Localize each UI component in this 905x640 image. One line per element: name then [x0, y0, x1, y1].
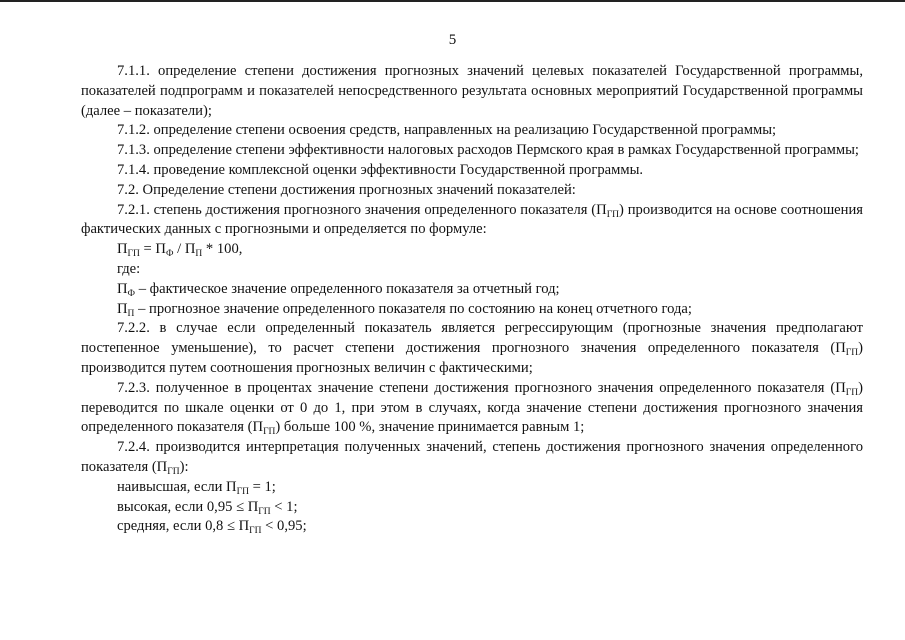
formula-part: = П: [139, 241, 166, 258]
text-fragment: высокая, если 0,95 ≤ П: [117, 498, 259, 515]
text-fragment: 7.2.1. степень достижения прогнозного значения определенного показателя (П: [117, 201, 607, 218]
definition-forecast: [81, 300, 863, 320]
subscript-f: Ф: [127, 288, 136, 299]
text-fragment: < 1;: [270, 498, 298, 515]
subscript-gp: ГП: [258, 506, 271, 517]
definition-fact: [81, 280, 863, 300]
subscript-f: Ф: [165, 249, 174, 260]
formula-part: * 100,: [202, 241, 243, 258]
text-fragment: наивысшая, если П: [117, 478, 237, 495]
scan-top-edge: [0, 0, 905, 2]
paragraph-7-2-4: [81, 438, 863, 478]
text-fragment: ) переводится по шкале оценки от 0 до 1, при этом в случаях, когда значение степени достижения прогнозного значения определенного показателя (П: [81, 379, 863, 436]
text-fragment: ) больше 100 %, значение принимается равным 1;: [275, 419, 585, 436]
subscript-gp: ГП: [845, 387, 859, 398]
formula-part: / П: [173, 241, 196, 258]
text-fragment: 7.2.2. в случае если определенный показатель является регрессирующим (прогнозные значения предполагают постепенное уменьшение), то расчет степени достижения прогнозного значения определенного показателя (П: [81, 320, 863, 357]
subscript-p: П: [127, 308, 135, 319]
text-fragment: средняя, если 0,8 ≤ П: [117, 518, 250, 535]
text-fragment: – прогнозное значение определенного показателя по состоянию на конец отчетного года;: [134, 300, 692, 317]
formula: [81, 240, 863, 260]
subscript-gp: ГП: [127, 249, 140, 260]
text-fragment: П: [117, 280, 128, 297]
subscript-p: П: [195, 249, 203, 260]
text-fragment: = 1;: [248, 478, 276, 495]
subscript-gp: ГП: [845, 348, 859, 359]
paragraph-7-2-1: [81, 201, 863, 241]
grade-medium: [81, 517, 863, 537]
page-number: 5: [448, 32, 457, 48]
text-fragment: ) производится на основе соотношения фактических данных с прогнозными и определяется по формуле:: [81, 201, 863, 238]
text-fragment: ):: [179, 458, 189, 475]
grade-highest: [81, 478, 863, 498]
text-fragment: – фактическое значение определенного показателя за отчетный год;: [135, 280, 560, 297]
paragraph-7-1-4: 7.1.4. проведение комплексной оценки эффективности Государственной программы.: [117, 161, 644, 178]
where-label: где:: [117, 260, 141, 277]
text-fragment: < 0,95;: [261, 518, 307, 535]
grade-high: [81, 498, 863, 518]
text-fragment: ) производится путем соотношения прогнозных величин с фактическими;: [81, 340, 863, 376]
paragraph-7-1-3: 7.1.3. определение степени эффективности налоговых расходов Пермского края в рамках Государственной программы;: [117, 142, 859, 159]
subscript-gp: ГП: [263, 427, 276, 438]
paragraph-7-1-1: 7.1.1. определение степени достижения прогнозных значений целевых показателей Государственной программы, показателей подпрограмм и показателей непосредственного результата основных мероприятий Государственной программы (далее – показатели);: [81, 63, 863, 119]
text-fragment: 7.2.3. полученное в процентах значение степени достижения прогнозного значения определенного показателя (П: [117, 379, 846, 396]
paragraph-7-2-3: [81, 379, 863, 438]
subscript-gp: ГП: [236, 486, 249, 497]
document-body: [81, 62, 863, 537]
subscript-gp: ГП: [249, 526, 262, 537]
text-fragment: 7.2.4. производится интерпретация полученных значений, степень достижения прогнозного значения определенного показателя (П: [81, 439, 863, 475]
paragraph-7-1-2: 7.1.2. определение степени освоения средств, направленных на реализацию Государственной программы;: [117, 122, 777, 139]
subscript-gp: ГП: [606, 209, 620, 220]
paragraph-7-2: 7.2. Определение степени достижения прогнозных значений показателей:: [117, 181, 576, 198]
text-fragment: П: [117, 300, 128, 317]
formula-part: П: [117, 241, 128, 258]
paragraph-7-2-2: [81, 319, 863, 378]
subscript-gp: ГП: [167, 466, 180, 477]
